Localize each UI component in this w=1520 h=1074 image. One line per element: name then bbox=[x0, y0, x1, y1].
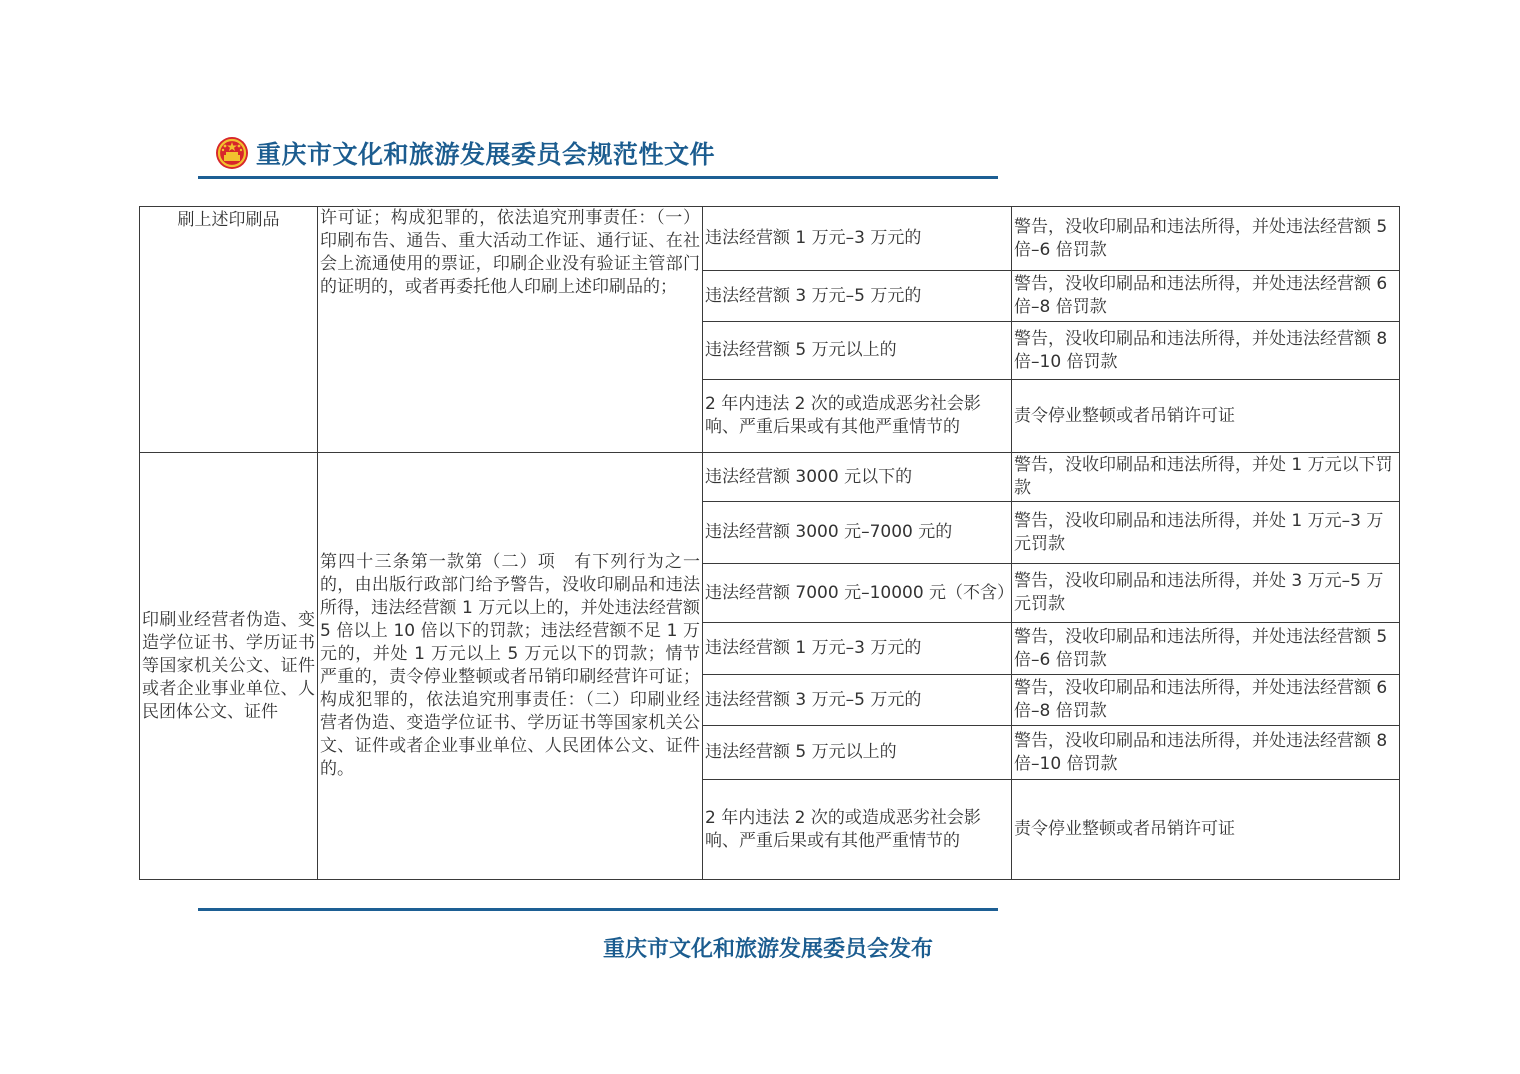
national-emblem-icon bbox=[214, 135, 250, 171]
table-row bbox=[140, 207, 1400, 271]
situation-cell: 违法经营额 3 万元–5 万元的 bbox=[703, 675, 1012, 726]
situation-cell: 2 年内违法 2 次的或造成恶劣社会影响、严重后果或有其他严重情节的 bbox=[703, 380, 1012, 453]
penalty-table bbox=[139, 206, 1400, 880]
penalty-cell: 警告，没收印刷品和违法所得，并处违法经营额 6 倍–8 倍罚款 bbox=[1012, 675, 1400, 726]
situation-cell: 违法经营额 3 万元–5 万元的 bbox=[703, 271, 1012, 322]
penalty-cell: 警告，没收印刷品和违法所得，并处 3 万元–5 万元罚款 bbox=[1012, 564, 1400, 623]
penalty-cell: 警告，没收印刷品和违法所得，并处 1 万元以下罚款 bbox=[1012, 453, 1400, 502]
penalty-cell: 警告，没收印刷品和违法所得，并处违法经营额 8 倍–10 倍罚款 bbox=[1012, 726, 1400, 780]
situation-cell: 违法经营额 3000 元以下的 bbox=[703, 453, 1012, 502]
violation-subject-cell: 印刷业经营者伪造、变造学位证书、学历证书等国家机关公文、证件或者企业事业单位、人民团体公文、证件 bbox=[140, 453, 318, 880]
penalty-cell: 警告，没收印刷品和违法所得，并处违法经营额 5 倍–6 倍罚款 bbox=[1012, 623, 1400, 675]
footer-title: 重庆市文化和旅游发展委员会发布 bbox=[603, 937, 934, 962]
situation-cell: 违法经营额 5 万元以上的 bbox=[703, 726, 1012, 780]
penalty-cell: 警告，没收印刷品和违法所得，并处 1 万元–3 万元罚款 bbox=[1012, 502, 1400, 564]
situation-cell: 2 年内违法 2 次的或造成恶劣社会影响、严重后果或有其他严重情节的 bbox=[703, 780, 1012, 880]
penalty-cell: 责令停业整顿或者吊销许可证 bbox=[1012, 780, 1400, 880]
header-title: 重庆市文化和旅游发展委员会规范性文件 bbox=[256, 140, 716, 169]
penalty-cell: 警告，没收印刷品和违法所得，并处违法经营额 6 倍–8 倍罚款 bbox=[1012, 271, 1400, 322]
situation-cell: 违法经营额 3000 元–7000 元的 bbox=[703, 502, 1012, 564]
situation-cell: 违法经营额 1 万元–3 万元的 bbox=[703, 207, 1012, 271]
penalty-cell: 警告，没收印刷品和违法所得，并处违法经营额 8 倍–10 倍罚款 bbox=[1012, 322, 1400, 380]
situation-cell: 违法经营额 1 万元–3 万元的 bbox=[703, 623, 1012, 675]
violation-subject-cell: 刷上述印刷品 bbox=[140, 207, 318, 453]
penalty-cell: 警告，没收印刷品和违法所得，并处违法经营额 5 倍–6 倍罚款 bbox=[1012, 207, 1400, 271]
penalty-cell: 责令停业整顿或者吊销许可证 bbox=[1012, 380, 1400, 453]
header-divider bbox=[198, 176, 998, 179]
table-row bbox=[140, 453, 1400, 502]
footer-divider bbox=[198, 908, 998, 911]
document-header bbox=[214, 133, 715, 173]
legal-clause-cell: 许可证；构成犯罪的，依法追究刑事责任：（一）印刷布告、通告、重大活动工作证、通行证、在社会上流通使用的票证，印刷企业没有验证主管部门的证明的，或者再委托他人印刷上述印刷品的； bbox=[318, 207, 703, 453]
situation-cell: 违法经营额 5 万元以上的 bbox=[703, 322, 1012, 380]
legal-clause-cell: 第四十三条第一款第（二）项 有下列行为之一的，由出版行政部门给予警告，没收印刷品和违法所得，违法经营额 1 万元以上的，并处违法经营额 5 倍以上 10 倍以下的罚款；违法经营额不足 1 万元的，并处 1 万元以上 5 万元以下的罚款；情节严重的，责令停业整顿或者吊销印刷经营许可证；构成犯罪的，依法追究刑事责任：（二）印刷业经营者伪造、变造学位证书、学历证书等国家机关公文、证件或者企业事业单位、人民团体公文、证件的。 bbox=[318, 453, 703, 880]
situation-cell: 违法经营额 7000 元–10000 元（不含） bbox=[703, 564, 1012, 623]
